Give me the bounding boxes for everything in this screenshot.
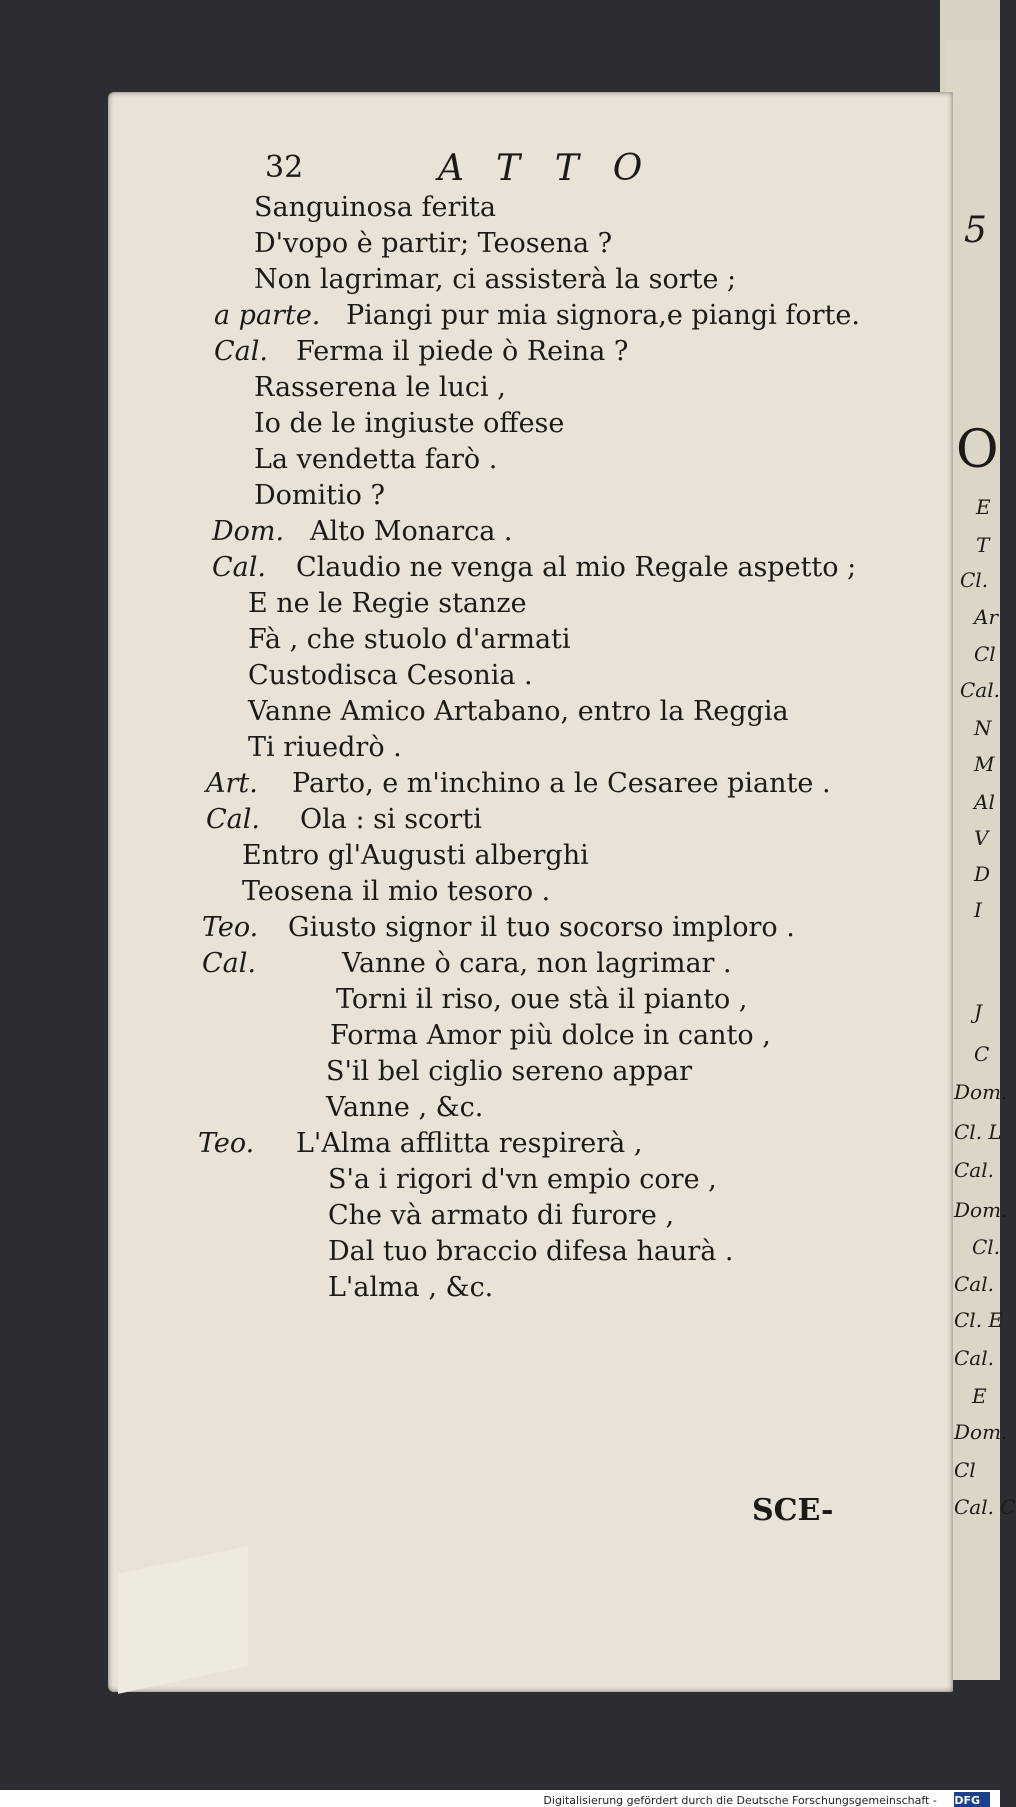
facing-fragment: Cl. [960,568,989,592]
speaker-label: Teo. [202,912,259,943]
verse-line: Vanne Amico Artabano, entro la Reggia [248,696,789,727]
speaker-label: Cal. [214,336,268,367]
facing-fragment: Cl. L [954,1120,1002,1144]
facing-fragment: Cal. C [954,1495,1016,1519]
verse-line: Domitio ? [254,480,385,511]
verse-line: Piangi pur mia signora,e piangi forte. [346,300,860,331]
facing-fragment: Dom. [954,1420,1008,1444]
digitization-credit [0,1790,1000,1807]
verse-line: Entro gl'Augusti alberghi [242,840,589,871]
facing-fragment: C [974,1042,990,1066]
verse-line: Ferma il piede ò Reina ? [296,336,629,367]
catchword: SCE- [752,1493,834,1528]
facing-fragment: Cl. E [954,1308,1004,1332]
facing-fragment: Cal. [954,1158,994,1182]
verse-line: E ne le Regie stanze [248,588,527,619]
facing-fragment: T [976,533,990,557]
verse-line: Vanne , &c. [326,1092,484,1123]
verse-line: Che và armato di furore , [328,1200,675,1231]
verse-line: Forma Amor più dolce in canto , [330,1020,771,1051]
credit-text: Digitalisierung gefördert durch die Deutsche Forschungsgemeinschaft - [543,1794,937,1807]
verse-line: Claudio ne venga al mio Regale aspetto ; [296,552,857,583]
facing-fragment: N [974,716,992,740]
verse-line: Rasserena le luci , [254,372,506,403]
facing-fragment: Cl [954,1458,976,1482]
verse-line: Ola : si scorti [300,804,482,835]
speaker-label: Cal. [212,552,266,583]
facing-fragment: Ar [974,605,999,629]
page-number: 32 [265,150,304,185]
verse-line: Dal tuo braccio difesa haurà . [328,1236,734,1267]
verse-line: Teosena il mio tesoro . [242,876,551,907]
facing-fragment: Cal. [954,1346,994,1370]
verse-line: S'a i rigori d'vn empio core , [328,1164,717,1195]
facing-fragment: O [956,420,999,480]
verse-line: Vanne ò cara, non lagrimar . [342,948,732,979]
facing-fragment: E [972,1384,987,1408]
facing-fragment: Al [974,790,995,814]
facing-fragment: Cl [974,642,996,666]
verse-line: S'il bel ciglio sereno appar [326,1056,693,1087]
verse-line: Sanguinosa ferita [254,192,496,223]
facing-fragment: I [974,898,982,922]
verse-line: Custodisca Cesonia . [248,660,533,691]
facing-fragment: Cal. [954,1272,994,1296]
speaker-label: Art. [206,768,258,799]
facing-fragment: Dom. [954,1198,1008,1222]
verse-line: D'vopo è partir; Teosena ? [254,228,613,259]
verse-line: L'Alma afflitta respirerà , [296,1128,643,1159]
facing-fragment: Cal. [960,678,1000,702]
verse-line: Alto Monarca . [310,516,513,547]
verse-line: Giusto signor il tuo socorso imploro . [288,912,795,943]
facing-fragment: Cl. [972,1235,1001,1259]
dfg-logo: DFG [954,1792,990,1807]
facing-fragment: V [974,826,989,850]
facing-fragment: D [974,862,991,886]
facing-fragment: E [976,495,991,519]
facing-fragment: M [974,752,995,776]
speaker-label: Cal. [202,948,256,979]
verse-line: L'alma , &c. [328,1272,494,1303]
speaker-label: a parte. [214,300,321,331]
verse-line: Torni il riso, oue stà il pianto , [336,984,748,1015]
verse-line: Fà , che stuolo d'armati [248,624,571,655]
speaker-label: Teo. [198,1128,255,1159]
running-title: ATTO [438,148,677,189]
speaker-label: Dom. [212,516,285,547]
verse-line: Non lagrimar, ci assisterà la sorte ; [254,264,737,295]
verse-line: Parto, e m'inchino a le Cesaree piante . [292,768,831,799]
verse-line: Io de le ingiuste offese [254,408,565,439]
verse-line: La vendetta farò . [254,444,498,475]
facing-fragment: J [974,1000,983,1024]
facing-page [946,40,1016,1680]
facing-fragment: 5 [964,210,987,251]
verse-line: Ti riuedrò . [248,732,402,763]
facing-fragment: Dom. [954,1080,1008,1104]
speaker-label: Cal. [206,804,260,835]
